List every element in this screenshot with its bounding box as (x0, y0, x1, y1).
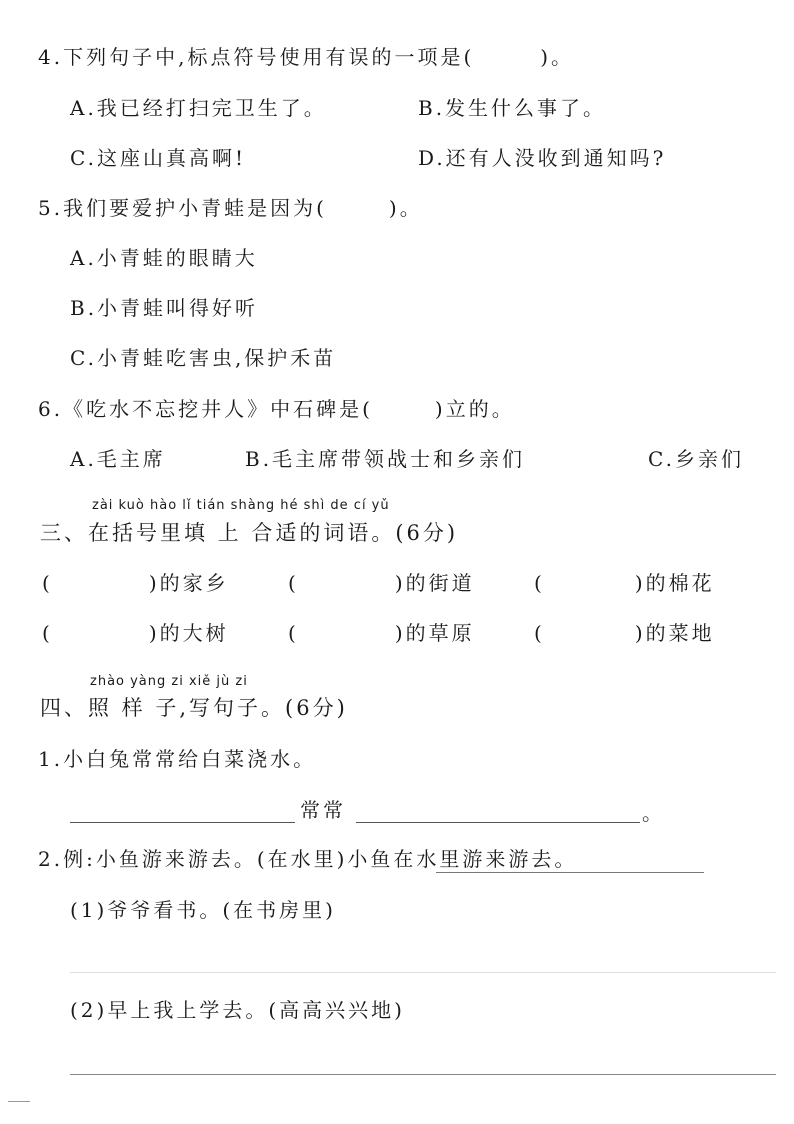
sec4-q2-example: 2.例:小鱼游来游去。(在水里)小鱼在水里游来游去。 (38, 847, 578, 871)
sec3-title: 三、在括号里填 上 合适的词语。(6分) (40, 521, 459, 545)
sec4-q2-2: (2)早上我上学去。(高高兴兴地) (70, 998, 405, 1022)
sec4-q1-answer-line-2[interactable] (356, 822, 640, 823)
q6-stem: 6.《吃水不忘挖井人》中石碑是( )立的。 (38, 397, 515, 421)
q4-stem: 4.下列句子中,标点符号使用有误的一项是( )。 (38, 45, 575, 69)
q6-option-c: C.乡亲们 (648, 447, 744, 471)
sec3-item-5: ( )的草原 (288, 621, 475, 645)
q4-option-b: B.发生什么事了。 (418, 96, 607, 120)
sec4-q2-1: (1)爷爷看书。(在书房里) (70, 898, 336, 922)
q5-option-c: C.小青蛙吃害虫,保护禾苗 (70, 346, 337, 370)
sec4-q1-end: 。 (642, 801, 665, 825)
q4-option-c: C.这座山真高啊! (70, 146, 246, 170)
q6-option-b: B.毛主席带领战士和乡亲们 (245, 447, 526, 471)
q5-stem: 5.我们要爱护小青蛙是因为( )。 (38, 196, 423, 220)
sec3-item-3: ( )的棉花 (534, 571, 715, 595)
sec4-q2-example-underline (436, 872, 704, 873)
sec3-item-2: ( )的街道 (288, 571, 475, 595)
sec4-q2-2-answer-line[interactable] (70, 1074, 776, 1075)
sec3-pinyin: zài kuò hào lǐ tián shàng hé shì de cí yǔ (92, 498, 390, 513)
sec3-item-4: ( )的大树 (42, 621, 229, 645)
sec4-q1: 1.小白兔常常给白菜浇水。 (38, 747, 317, 771)
q5-option-a: A.小青蛙的眼睛大 (70, 246, 258, 270)
sec4-q2-1-answer-line[interactable] (70, 972, 776, 973)
q6-option-a: A.毛主席 (70, 447, 166, 471)
page-edge-mark (8, 1101, 30, 1102)
q4-option-a: A.我已经打扫完卫生了。 (70, 96, 327, 120)
sec4-q1-answer-line-1[interactable] (70, 822, 295, 823)
sec3-item-6: ( )的菜地 (534, 621, 715, 645)
sec4-title: 四、照 样 子,写句子。(6分) (40, 696, 348, 720)
sec3-item-1: ( )的家乡 (42, 571, 229, 595)
sec4-q1-mid: 常常 (300, 798, 346, 822)
q4-option-d: D.还有人没收到通知吗? (418, 146, 667, 170)
q5-option-b: B.小青蛙叫得好听 (70, 296, 259, 320)
sec4-pinyin: zhào yàng zi xiě jù zi (90, 674, 248, 689)
